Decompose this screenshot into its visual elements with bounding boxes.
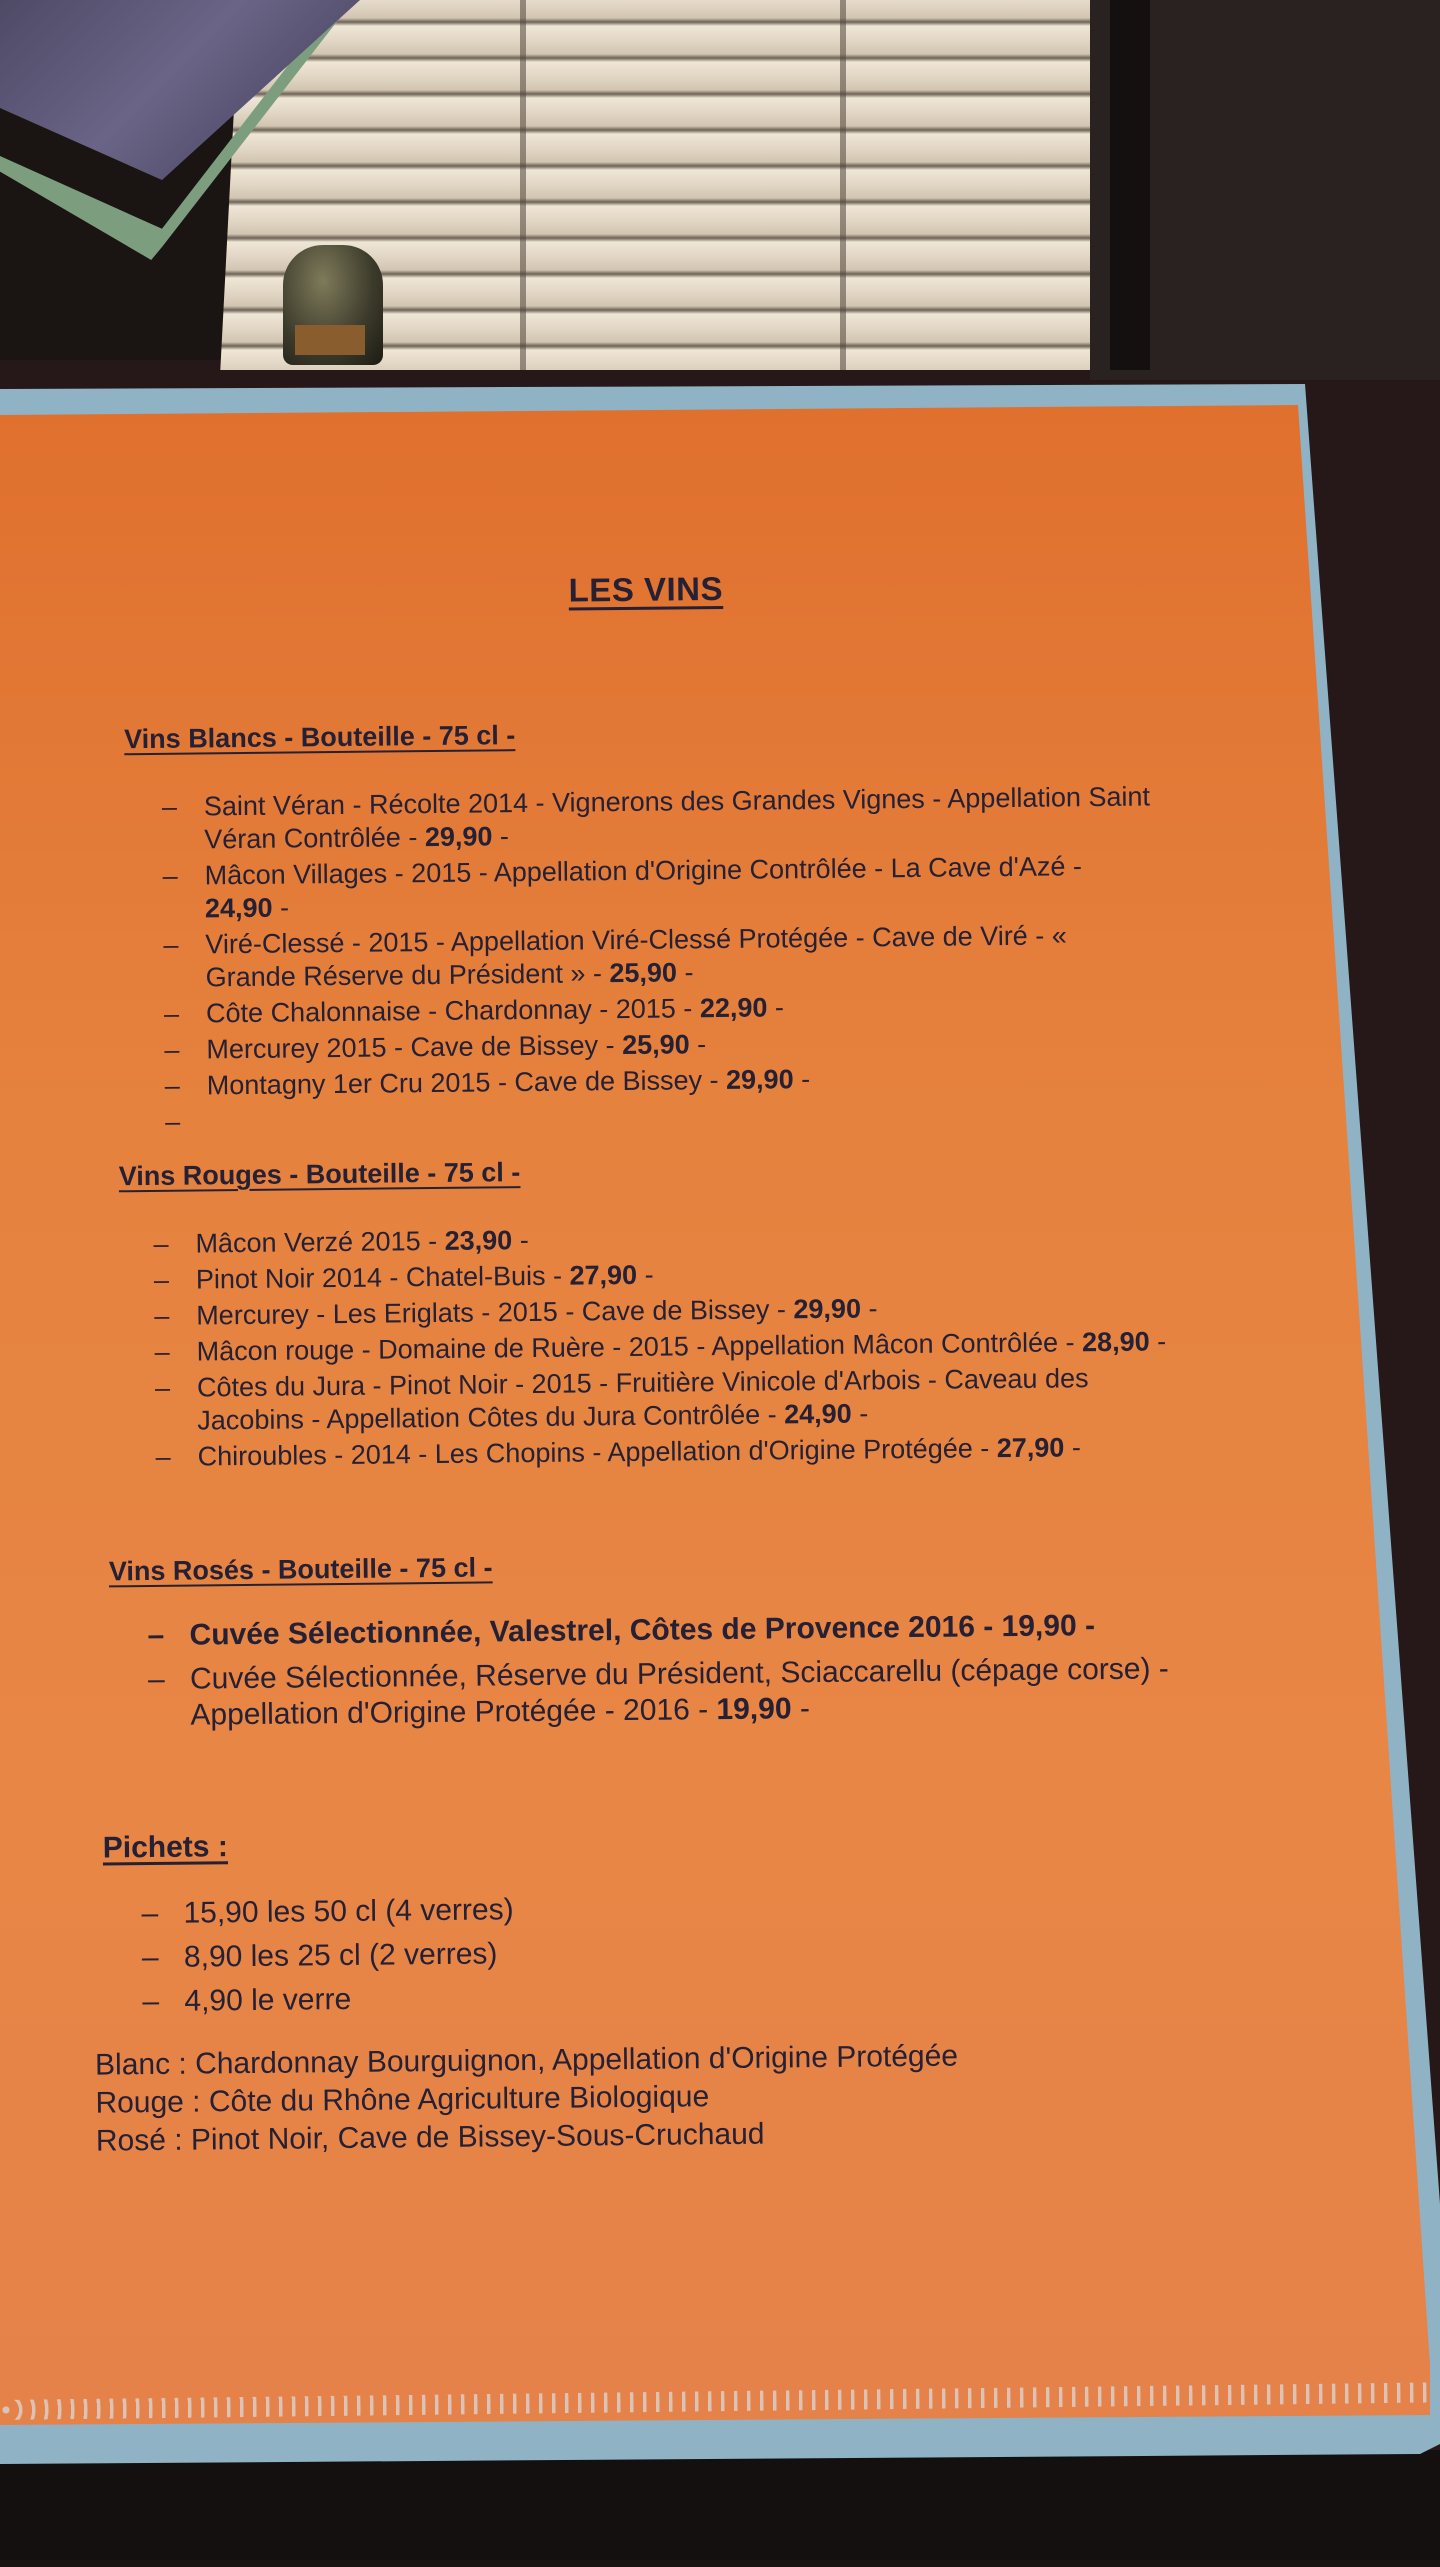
- note-rose: Rosé : Pinot Noir, Cave de Bissey-Sous-Cruchaud: [95, 2117, 765, 2158]
- list-item: [141, 1888, 941, 1932]
- item-text: Mâcon rouge - Domaine de Ruère - 2015 - Appellation Mâcon Contrôlée -: [196, 1327, 1075, 1367]
- section-heading-blancs: Vins Blancs - Bouteille - 75 cl -: [124, 720, 516, 755]
- list-item: [163, 918, 1154, 994]
- list-item: [148, 1651, 1209, 1734]
- list-item: [162, 849, 1153, 925]
- section-heading-rouges: Vins Rouges - Bouteille - 75 cl -: [118, 1157, 521, 1192]
- item-text: Viré-Clessé - 2015 - Appellation Viré-Clessé Protégée - Cave de Viré - « Grande Réserve du Président » -: [205, 920, 1067, 993]
- list-item: [142, 1932, 942, 1976]
- list-item: [165, 1095, 1155, 1138]
- item-tail: -: [499, 821, 510, 852]
- dash: –: [161, 791, 178, 822]
- item-text: Cuvée Sélectionnée, Valestrel, Côtes de Provence 2016 - 19,90 -: [189, 1609, 1096, 1652]
- item-price: 28,90: [1081, 1326, 1150, 1358]
- dash: –: [153, 1228, 169, 1259]
- item-price: 29,90: [725, 1064, 794, 1095]
- item-text: Saint Véran - Récolte 2014 - Vignerons des Grandes Vignes - Appellation Saint Véran Contrôlée -: [203, 781, 1151, 855]
- item-tail: -: [868, 1293, 878, 1324]
- list-rouges: [153, 1217, 1196, 1477]
- dash: –: [162, 860, 178, 891]
- item-price: 25,90: [621, 1029, 690, 1061]
- menu-title: LES VINS: [568, 569, 724, 609]
- list-roses: [147, 1607, 1208, 1742]
- item-price: 23,90: [444, 1225, 513, 1256]
- dash: –: [163, 998, 180, 1029]
- item-tail: -: [697, 1029, 707, 1060]
- item-tail: -: [799, 1692, 811, 1726]
- note-rouge: Rouge : Côte du Rhône Agriculture Biologique: [95, 2080, 710, 2120]
- item-text: Mercurey - Les Eriglats - 2015 - Cave de Bissey -: [196, 1294, 787, 1331]
- dash: –: [142, 1984, 160, 2019]
- item-text: Montagny 1er Cru 2015 - Cave de Bissey -: [206, 1065, 719, 1101]
- item-text: Pinot Noir 2014 - Chatel-Buis -: [195, 1260, 563, 1295]
- item-tail: -: [644, 1259, 654, 1290]
- item-price: 27,90: [569, 1259, 638, 1291]
- item-text: Mâcon Villages - 2015 - Appellation d'Origine Contrôlée - La Cave d'Azé -: [204, 851, 1083, 891]
- dash: –: [155, 1441, 171, 1472]
- list-item: [156, 1430, 1196, 1474]
- item-text: Côtes du Jura - Pinot Noir - 2015 - Fruitière Vinicole d'Arbois - Caveau des Jacobins - Appellation Côtes du Jura Contrôlée -: [196, 1363, 1089, 1436]
- dash: –: [154, 1300, 170, 1331]
- item-price: 19,90: [716, 1692, 792, 1727]
- item-price: 29,90: [424, 821, 493, 853]
- item-text: Cuvée Sélectionnée, Réserve du Président, Sciaccarellu (cépage corse) - Appellation d'Origine Protégée - 2016 -: [189, 1652, 1169, 1732]
- item-tail: -: [684, 957, 694, 988]
- list-item: [155, 1361, 1196, 1438]
- item-tail: -: [774, 992, 785, 1023]
- dash: –: [153, 1264, 170, 1295]
- item-text: Chiroubles - 2014 - Les Chopins - Appellation d'Origine Protégée -: [197, 1433, 990, 1472]
- dash: –: [147, 1618, 165, 1653]
- section-heading-roses: Vins Rosés - Bouteille - 75 cl -: [108, 1552, 493, 1587]
- item-text: 15,90 les 50 cl (4 verres): [183, 1893, 514, 1930]
- list-blancs: [162, 780, 1156, 1141]
- item-text: Mercurey 2015 - Cave de Bissey -: [206, 1030, 615, 1065]
- item-price: 24,90: [783, 1398, 852, 1430]
- list-item: [147, 1607, 1207, 1654]
- dash: –: [154, 1336, 170, 1367]
- item-tail: -: [1071, 1432, 1082, 1463]
- dash: –: [165, 1106, 181, 1137]
- item-text: Mâcon Verzé 2015 -: [195, 1225, 438, 1259]
- dash: –: [141, 1940, 159, 1975]
- pichets-notes: [95, 2038, 959, 2161]
- dash: –: [147, 1662, 165, 1697]
- dash: –: [164, 1070, 181, 1101]
- dash: –: [141, 1896, 159, 1931]
- list-pichets: [141, 1888, 942, 2028]
- item-text: 8,90 les 25 cl (2 verres): [183, 1937, 498, 1974]
- list-item: [162, 780, 1153, 856]
- item-tail: -: [519, 1225, 529, 1256]
- item-tail: -: [800, 1064, 811, 1095]
- item-tail: -: [859, 1398, 869, 1429]
- dash: –: [164, 1034, 180, 1065]
- item-tail: -: [279, 892, 290, 923]
- section-heading-pichets: Pichets :: [102, 1830, 229, 1865]
- item-price: 22,90: [699, 992, 768, 1024]
- item-price: 29,90: [793, 1293, 862, 1325]
- item-text: Côte Chalonnaise - Chardonnay - 2015 -: [205, 993, 693, 1029]
- item-text: 4,90 le verre: [184, 1982, 352, 2018]
- item-price: 27,90: [996, 1432, 1065, 1464]
- item-tail: -: [1157, 1326, 1167, 1357]
- note-blanc: Blanc : Chardonnay Bourguignon, Appellation d'Origine Protégée: [94, 2039, 959, 2082]
- dash: –: [163, 929, 179, 960]
- list-item: [142, 1976, 942, 2020]
- item-price: 25,90: [609, 957, 678, 989]
- item-price: 24,90: [204, 892, 273, 924]
- dash: –: [154, 1372, 171, 1403]
